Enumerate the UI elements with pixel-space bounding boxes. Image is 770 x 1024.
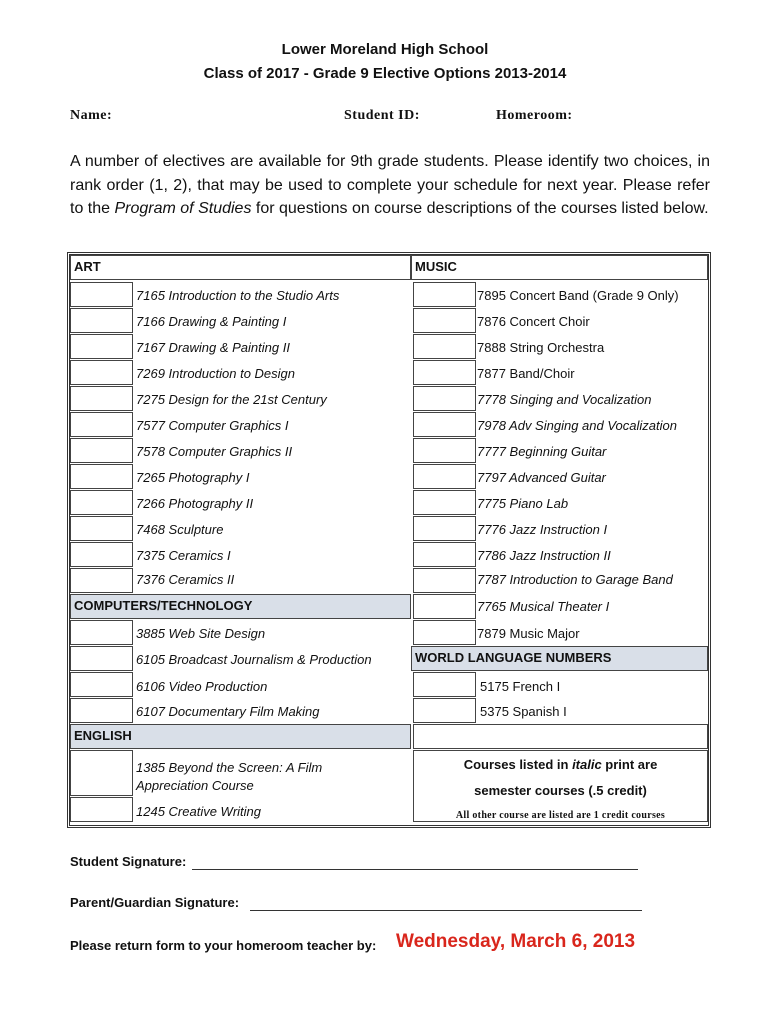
art-course: 7375 Ceramics I xyxy=(136,548,231,563)
music-choice-box[interactable] xyxy=(413,386,476,411)
music-course: 7777 Beginning Guitar xyxy=(477,444,607,459)
art-course: 7275 Design for the 21st Century xyxy=(136,392,327,407)
section-header-english: ENGLISH xyxy=(70,724,411,749)
name-label: Name: xyxy=(70,108,113,123)
art-course: 7265 Photography I xyxy=(136,470,250,485)
music-course: 7787 Introduction to Garage Band xyxy=(477,572,673,587)
art-choice-box[interactable] xyxy=(70,542,133,567)
section-header-world-language: WORLD LANGUAGE NUMBERS xyxy=(411,646,708,671)
music-course: 7879 Music Major xyxy=(477,626,580,641)
music-course: 7786 Jazz Instruction II xyxy=(477,548,611,563)
music-choice-box[interactable] xyxy=(413,568,476,593)
art-course: 7266 Photography II xyxy=(136,496,254,511)
music-course: 7978 Adv Singing and Vocalization xyxy=(477,418,677,433)
art-course: 7376 Ceramics II xyxy=(136,572,235,587)
music-course: 7888 String Orchestra xyxy=(477,340,605,355)
music-choice-box[interactable] xyxy=(413,490,476,515)
homeroom-label: Homeroom: xyxy=(496,108,573,123)
language-choice-box[interactable] xyxy=(413,672,476,697)
music-choice-box[interactable] xyxy=(413,464,476,489)
section-header-music: MUSIC xyxy=(411,255,708,280)
art-choice-box[interactable] xyxy=(70,568,133,593)
music-choice-box[interactable] xyxy=(413,542,476,567)
school-title: Lower Moreland High School xyxy=(281,41,489,58)
italic-note-a: Courses listed in xyxy=(463,757,573,772)
elective-options-table xyxy=(67,252,711,828)
art-course: 7167 Drawing & Painting II xyxy=(136,340,290,355)
computers-choice-box[interactable] xyxy=(70,646,133,671)
art-course: 7468 Sculpture xyxy=(136,522,224,537)
student-signature-line[interactable] xyxy=(192,868,638,870)
music-choice-box[interactable] xyxy=(413,412,476,437)
italic-note xyxy=(413,757,708,772)
music-choice-box[interactable] xyxy=(413,438,476,463)
student-id-label: Student ID: xyxy=(344,108,420,123)
computers-course: 6106 Video Production xyxy=(136,679,268,694)
art-course: 7578 Computer Graphics II xyxy=(136,444,293,459)
art-choice-box[interactable] xyxy=(70,386,133,411)
music-choice-box[interactable] xyxy=(413,620,476,645)
music-choice-box[interactable] xyxy=(413,516,476,541)
art-choice-box[interactable] xyxy=(70,516,133,541)
computers-course: 3885 Web Site Design xyxy=(136,626,266,641)
parent-signature-line[interactable] xyxy=(250,909,642,911)
due-date: Wednesday, March 6, 2013 xyxy=(396,931,636,952)
language-course: 5375 Spanish I xyxy=(480,704,567,719)
return-instruction: Please return form to your homeroom teacher by: xyxy=(70,938,377,953)
art-choice-box[interactable] xyxy=(70,308,133,333)
english-course: 1245 Creative Writing xyxy=(136,804,261,819)
music-course: 7776 Jazz Instruction I xyxy=(477,522,608,537)
music-course: 7778 Singing and Vocalization xyxy=(477,392,652,407)
music-course: 7797 Advanced Guitar xyxy=(477,470,606,485)
language-course: 5175 French I xyxy=(480,679,561,694)
music-choice-box[interactable] xyxy=(413,334,476,359)
english-choice-box[interactable] xyxy=(70,797,133,822)
computers-course: 6105 Broadcast Journalism & Production xyxy=(136,652,372,667)
art-course: 7269 Introduction to Design xyxy=(136,366,295,381)
computers-choice-box[interactable] xyxy=(70,698,133,723)
credit-note: All other course are listed are 1 credit courses xyxy=(455,810,666,821)
music-choice-box[interactable] xyxy=(413,282,476,307)
section-header-art: ART xyxy=(70,255,411,280)
art-choice-box[interactable] xyxy=(70,464,133,489)
music-course: 7765 Musical Theater I xyxy=(477,599,610,614)
music-course: 7877 Band/Choir xyxy=(477,366,575,381)
music-course: 7775 Piano Lab xyxy=(477,496,569,511)
art-choice-box[interactable] xyxy=(70,282,133,307)
english-choice-box[interactable] xyxy=(70,750,133,796)
art-choice-box[interactable] xyxy=(70,360,133,385)
art-course: 7165 Introduction to the Studio Arts xyxy=(136,288,340,303)
art-course: 7577 Computer Graphics I xyxy=(136,418,289,433)
italic-note-b: italic xyxy=(572,757,602,772)
instructions-text-2: for questions on course descriptions of the courses listed below. xyxy=(251,200,709,217)
instructions-paragraph xyxy=(70,150,710,221)
art-choice-box[interactable] xyxy=(70,438,133,463)
computers-choice-box[interactable] xyxy=(70,620,133,645)
art-choice-box[interactable] xyxy=(70,334,133,359)
blank-cell xyxy=(413,724,708,749)
computers-choice-box[interactable] xyxy=(70,672,133,697)
art-course: 7166 Drawing & Painting I xyxy=(136,314,287,329)
program-of-studies-ref: Program of Studies xyxy=(114,200,252,217)
art-choice-box[interactable] xyxy=(70,490,133,515)
music-course: 7876 Concert Choir xyxy=(477,314,590,329)
english-course: 1385 Beyond the Screen: A Film Appreciation Course xyxy=(136,760,323,793)
art-choice-box[interactable] xyxy=(70,412,133,437)
student-signature-label: Student Signature: xyxy=(70,854,187,869)
instructions-text-1: A number of electives are available for 9th grade students. Please identify two choices, in rank order (1, 2), that may be used to complete your schedule for next year. Please refer to the xyxy=(70,153,710,217)
italic-note-c: print are xyxy=(601,757,658,772)
semester-note: semester courses (.5 credit) xyxy=(474,783,647,798)
music-course: 7895 Concert Band (Grade 9 Only) xyxy=(477,288,679,303)
music-choice-box[interactable] xyxy=(413,360,476,385)
form-subtitle: Class of 2017 - Grade 9 Elective Options 2013-2014 xyxy=(203,65,567,82)
section-header-computers: COMPUTERS/TECHNOLOGY xyxy=(70,594,411,619)
parent-signature-label: Parent/Guardian Signature: xyxy=(70,895,240,910)
music-choice-box[interactable] xyxy=(413,594,476,619)
language-choice-box[interactable] xyxy=(413,698,476,723)
computers-course: 6107 Documentary Film Making xyxy=(136,704,320,719)
music-choice-box[interactable] xyxy=(413,308,476,333)
